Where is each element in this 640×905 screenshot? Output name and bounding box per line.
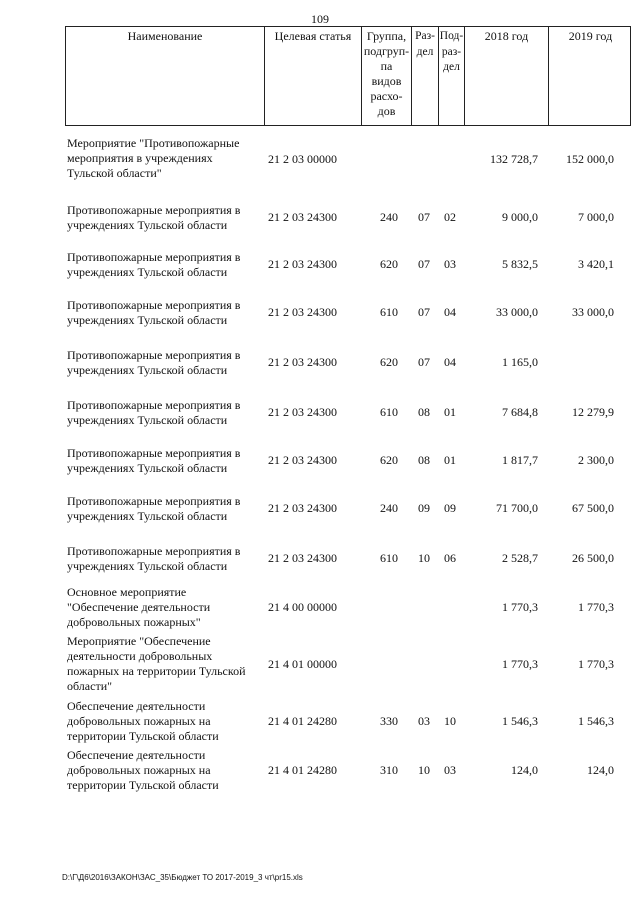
row-2019: 1 770,3: [578, 600, 614, 614]
header-group-line: дов: [377, 104, 396, 118]
row-target-code: 21 2 03 00000: [268, 152, 337, 166]
row-name: [67, 446, 267, 476]
row-2019: 1 546,3: [578, 714, 614, 728]
header-target-label: Целевая статья: [274, 29, 352, 43]
row-2018: 1 546,3: [502, 714, 538, 728]
row-name-line: Противопожарные мероприятия в: [67, 298, 241, 312]
row-group: 620: [380, 453, 398, 467]
row-razdel: 10: [418, 763, 430, 777]
row-podrazdel: 03: [444, 763, 456, 777]
row-name: [67, 494, 267, 524]
header-group-line: па: [380, 59, 393, 73]
row-name-line: мероприятия в учреждениях: [67, 151, 213, 165]
row-name: [67, 136, 267, 181]
header-2018: [464, 27, 548, 125]
row-name: [67, 298, 267, 328]
row-name-line: Обеспечение деятельности: [67, 748, 206, 762]
row-podrazdel: 06: [444, 551, 456, 565]
row-group: 610: [380, 305, 398, 319]
row-2018: 1 770,3: [502, 600, 538, 614]
header-podrazdel-line: дел: [443, 61, 460, 73]
header-podrazdel: [438, 27, 464, 125]
row-podrazdel: 10: [444, 714, 456, 728]
row-2018: 9 000,0: [502, 210, 538, 224]
header-podrazdel-line: раз-: [441, 45, 462, 58]
row-2018: 124,0: [511, 763, 538, 777]
row-group: 240: [380, 210, 398, 224]
row-name: [67, 203, 267, 233]
row-razdel: 08: [418, 405, 430, 419]
header-group-line: видов: [371, 74, 402, 88]
row-target-code: 21 4 01 00000: [268, 657, 337, 671]
row-name-line: территории Тульской области: [67, 729, 219, 743]
row-target-code: 21 2 03 24300: [268, 453, 337, 467]
header-podrazdel-line: Под-: [439, 30, 464, 42]
row-name-line: территории Тульской области: [67, 778, 219, 792]
row-target-code: 21 4 01 24280: [268, 763, 337, 777]
row-2018: 33 000,0: [496, 305, 538, 319]
row-name-line: Противопожарные мероприятия в: [67, 250, 241, 264]
table-header: [65, 26, 631, 126]
row-2019: 2 300,0: [578, 453, 614, 467]
row-target-code: 21 2 03 24300: [268, 257, 337, 271]
row-name-line: Тульской области": [67, 166, 162, 180]
row-name: [67, 585, 267, 630]
row-name-line: учреждениях Тульской области: [67, 509, 228, 523]
row-target-code: 21 2 03 24300: [268, 405, 337, 419]
row-2019: 152 000,0: [566, 152, 614, 166]
row-group: 610: [380, 551, 398, 565]
header-razdel: [411, 27, 438, 125]
row-2018: 7 684,8: [502, 405, 538, 419]
row-2019: 7 000,0: [578, 210, 614, 224]
row-name: [67, 699, 267, 744]
row-podrazdel: 01: [444, 453, 456, 467]
header-target-article: [264, 27, 361, 125]
row-name-line: "Обеспечение деятельности: [67, 600, 211, 614]
header-group: [361, 27, 411, 125]
row-2019: 12 279,9: [572, 405, 614, 419]
row-razdel: 07: [418, 210, 430, 224]
row-razdel: 07: [418, 355, 430, 369]
row-name: [67, 634, 267, 694]
row-name-line: учреждениях Тульской области: [67, 461, 228, 475]
row-name-line: деятельности добровольных: [67, 649, 213, 663]
row-2018: 1 817,7: [502, 453, 538, 467]
row-podrazdel: 03: [444, 257, 456, 271]
row-podrazdel: 02: [444, 210, 456, 224]
row-razdel: 10: [418, 551, 430, 565]
header-2019-label: 2019 год: [568, 29, 613, 43]
row-name-line: Основное мероприятие: [67, 585, 187, 599]
row-name-line: Противопожарные мероприятия в: [67, 398, 241, 412]
row-name-line: учреждениях Тульской области: [67, 265, 228, 279]
row-2019: 3 420,1: [578, 257, 614, 271]
row-2019: 26 500,0: [572, 551, 614, 565]
row-name: [67, 544, 267, 574]
header-razdel-line: дел: [416, 45, 434, 58]
row-name-line: Противопожарные мероприятия в: [67, 446, 241, 460]
row-name-line: учреждениях Тульской области: [67, 363, 228, 377]
row-2019: 67 500,0: [572, 501, 614, 515]
row-2019: 124,0: [587, 763, 614, 777]
header-group-line: Группа,: [366, 29, 407, 43]
row-name-line: Противопожарные мероприятия в: [67, 203, 241, 217]
row-name-line: учреждениях Тульской области: [67, 313, 228, 327]
header-2018-label: 2018 год: [484, 29, 529, 43]
row-podrazdel: 04: [444, 355, 456, 369]
row-name-line: добровольных пожарных": [67, 615, 201, 629]
row-2018: 71 700,0: [496, 501, 538, 515]
row-2018: 2 528,7: [502, 551, 538, 565]
row-name-line: Противопожарные мероприятия в: [67, 348, 241, 362]
row-target-code: 21 2 03 24300: [268, 551, 337, 565]
row-razdel: 08: [418, 453, 430, 467]
row-2018: 1 165,0: [502, 355, 538, 369]
row-target-code: 21 4 00 00000: [268, 600, 337, 614]
header-2019: [548, 27, 632, 125]
row-target-code: 21 2 03 24300: [268, 210, 337, 224]
header-group-line: подгруп-: [363, 44, 410, 58]
row-podrazdel: 04: [444, 305, 456, 319]
row-group: 240: [380, 501, 398, 515]
header-name: [66, 27, 264, 125]
row-name: [67, 748, 267, 793]
row-name-line: добровольных пожарных на: [67, 714, 211, 728]
row-2019: 1 770,3: [578, 657, 614, 671]
row-razdel: 09: [418, 501, 430, 515]
row-name-line: Мероприятие "Обеспечение: [67, 634, 211, 648]
row-group: 330: [380, 714, 398, 728]
row-group: 620: [380, 355, 398, 369]
row-target-code: 21 2 03 24300: [268, 355, 337, 369]
row-razdel: 07: [418, 257, 430, 271]
page-number: 109: [311, 12, 329, 26]
header-name-label: Наименование: [127, 29, 203, 43]
header-razdel-line: Раз-: [415, 30, 435, 42]
row-podrazdel: 09: [444, 501, 456, 515]
row-name-line: учреждениях Тульской области: [67, 218, 228, 232]
row-razdel: 07: [418, 305, 430, 319]
row-name-line: Противопожарные мероприятия в: [67, 544, 241, 558]
row-name-line: Обеспечение деятельности: [67, 699, 206, 713]
row-target-code: 21 2 03 24300: [268, 305, 337, 319]
row-2019: 33 000,0: [572, 305, 614, 319]
row-podrazdel: 01: [444, 405, 456, 419]
row-name: [67, 250, 267, 280]
row-group: 610: [380, 405, 398, 419]
row-2018: 5 832,5: [502, 257, 538, 271]
row-razdel: 03: [418, 714, 430, 728]
row-name-line: Мероприятие "Противопожарные: [67, 136, 240, 150]
row-name-line: учреждениях Тульской области: [67, 413, 228, 427]
row-name: [67, 348, 267, 378]
row-target-code: 21 4 01 24280: [268, 714, 337, 728]
row-group: 310: [380, 763, 398, 777]
row-name-line: области": [67, 679, 113, 693]
row-name-line: пожарных на территории Тульской: [67, 664, 246, 678]
row-name-line: учреждениях Тульской области: [67, 559, 228, 573]
header-group-line: расхо-: [370, 89, 403, 103]
row-group: 620: [380, 257, 398, 271]
footer-file-path: D:\Г\Д6\2016\ЗАКОН\ЗАС_35\Бюджет ТО 2017-2019_3 чт\pr15.xls: [62, 873, 303, 882]
row-2018: 1 770,3: [502, 657, 538, 671]
row-2018: 132 728,7: [490, 152, 538, 166]
row-name-line: добровольных пожарных на: [67, 763, 211, 777]
row-name: [67, 398, 267, 428]
row-target-code: 21 2 03 24300: [268, 501, 337, 515]
row-name-line: Противопожарные мероприятия в: [67, 494, 241, 508]
